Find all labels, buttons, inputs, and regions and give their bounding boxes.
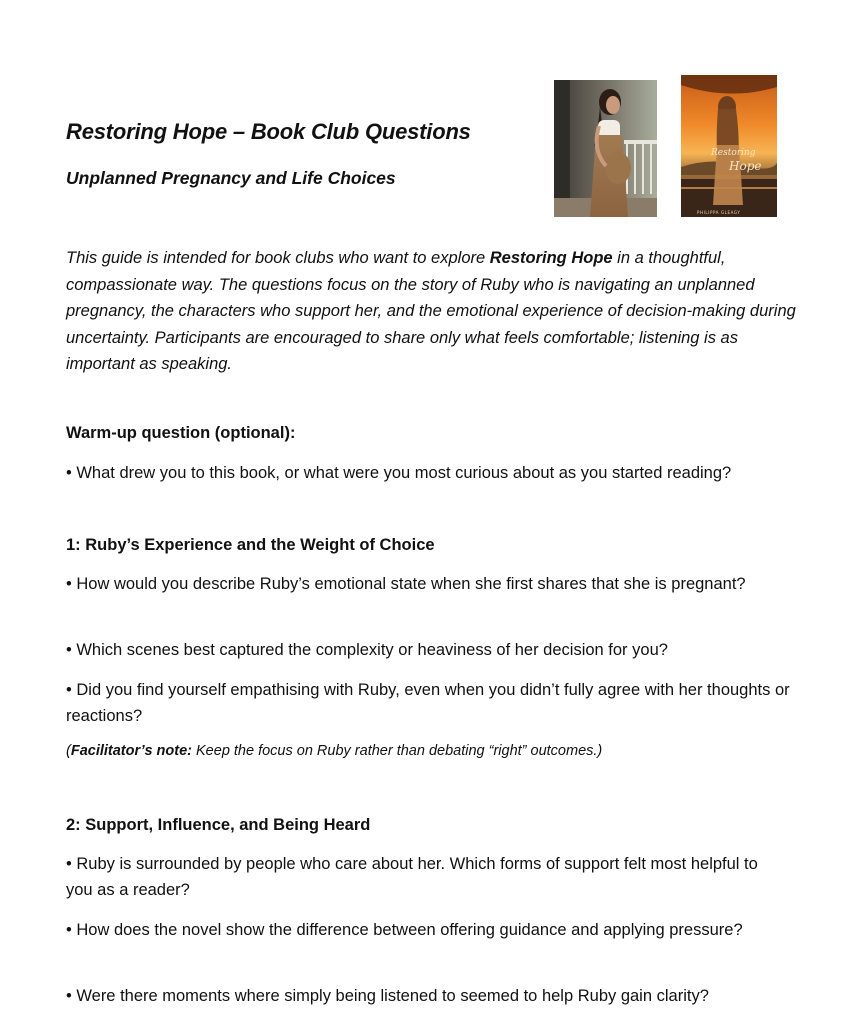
book-cover-image <box>681 75 777 217</box>
section1-question-1: • How would you describe Ruby’s emotional state when she first shares that she is pregnant? <box>66 575 746 593</box>
pregnant-woman-photo <box>554 80 657 217</box>
section2-question-2: • How does the novel show the difference between offering guidance and applying pressure? <box>66 921 743 939</box>
intro-book-title: Restoring Hope <box>489 249 613 267</box>
section1-question-3: • Did you find yourself empathising with Ruby, even when you didn’t fully agree with her thoughts or reactions? <box>66 681 790 725</box>
warmup-heading: Warm-up question (optional): <box>66 424 296 442</box>
book-cover-author: PHILIPPA GLEAGY <box>697 210 741 215</box>
facilitator-note-text: Keep the focus on Ruby rather than debating “right” outcomes.) <box>191 743 603 759</box>
page-title: Restoring Hope – Book Club Questions <box>66 119 471 144</box>
page-subtitle: Unplanned Pregnancy and Life Choices <box>66 168 396 188</box>
intro-text-end: in a thoughtful, compassionate way. The questions focus on the story of Ruby who is navigating an unplanned pregnancy, the characters who support her, and the emotional experience of decision-making during uncertainty. Participants are encouraged to share only what feels comfortable; listening is as important as speaking. <box>66 249 796 373</box>
facilitator-note <box>66 743 602 759</box>
book-cover-title-line1: Restoring <box>711 148 756 158</box>
intro-paragraph <box>66 245 806 378</box>
section1-question-2: • Which scenes best captured the complexity or heaviness of her decision for you? <box>66 641 668 659</box>
section2-question-1: • Ruby is surrounded by people who care about her. Which forms of support felt most helpful to you as a reader? <box>66 855 758 899</box>
section2-heading: 2: Support, Influence, and Being Heard <box>66 816 371 834</box>
intro-text-start: This guide is intended for book clubs who want to explore <box>66 249 490 267</box>
section1-heading: 1: Ruby’s Experience and the Weight of Choice <box>66 536 435 554</box>
warmup-question: • What drew you to this book, or what were you most curious about as you started reading? <box>66 464 732 482</box>
facilitator-note-open: ( <box>66 743 71 759</box>
facilitator-note-label: Facilitator’s note: <box>70 743 192 759</box>
book-cover-title-line2: Hope <box>729 159 762 173</box>
section2-question-3: • Were there moments where simply being listened to seemed to help Ruby gain clarity? <box>66 987 709 1005</box>
